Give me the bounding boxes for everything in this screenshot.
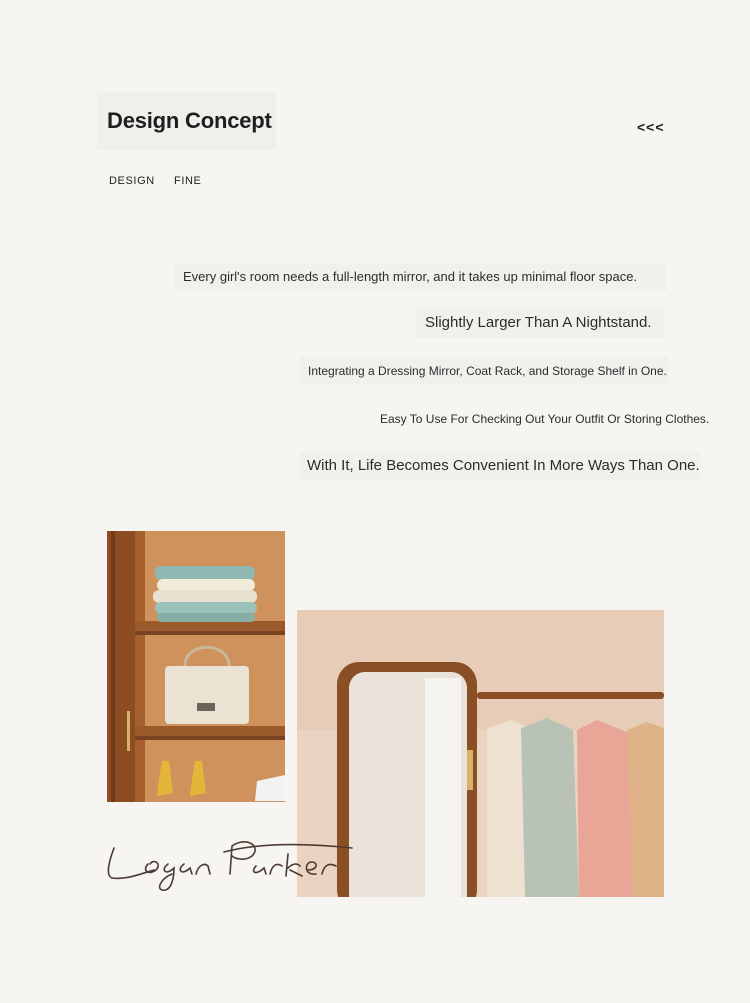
signature-text: Logan Parker [104,900,111,901]
description-line-1: Every girl's room needs a full-length mirror, and it takes up minimal floor space. [183,269,638,284]
shelf-photo [107,531,285,802]
page-title: Design Concept [107,108,272,133]
description-line-2: Slightly Larger Than A Nightstand. [425,314,652,331]
back-arrows-button[interactable]: <<< [637,119,665,135]
shelf-illustration [107,531,285,802]
description-line-4: Easy To Use For Checking Out Your Outfit Or Storing Clothes. [380,412,710,426]
description-line-5: With It, Life Becomes Convenient In More Ways Than One. [307,457,700,474]
description-line-3: Integrating a Dressing Mirror, Coat Rack, and Storage Shelf in One. [308,364,667,378]
tag-design: DESIGN [109,175,155,187]
tag-fine: FINE [174,175,202,187]
signature-logan-parker [104,826,364,902]
